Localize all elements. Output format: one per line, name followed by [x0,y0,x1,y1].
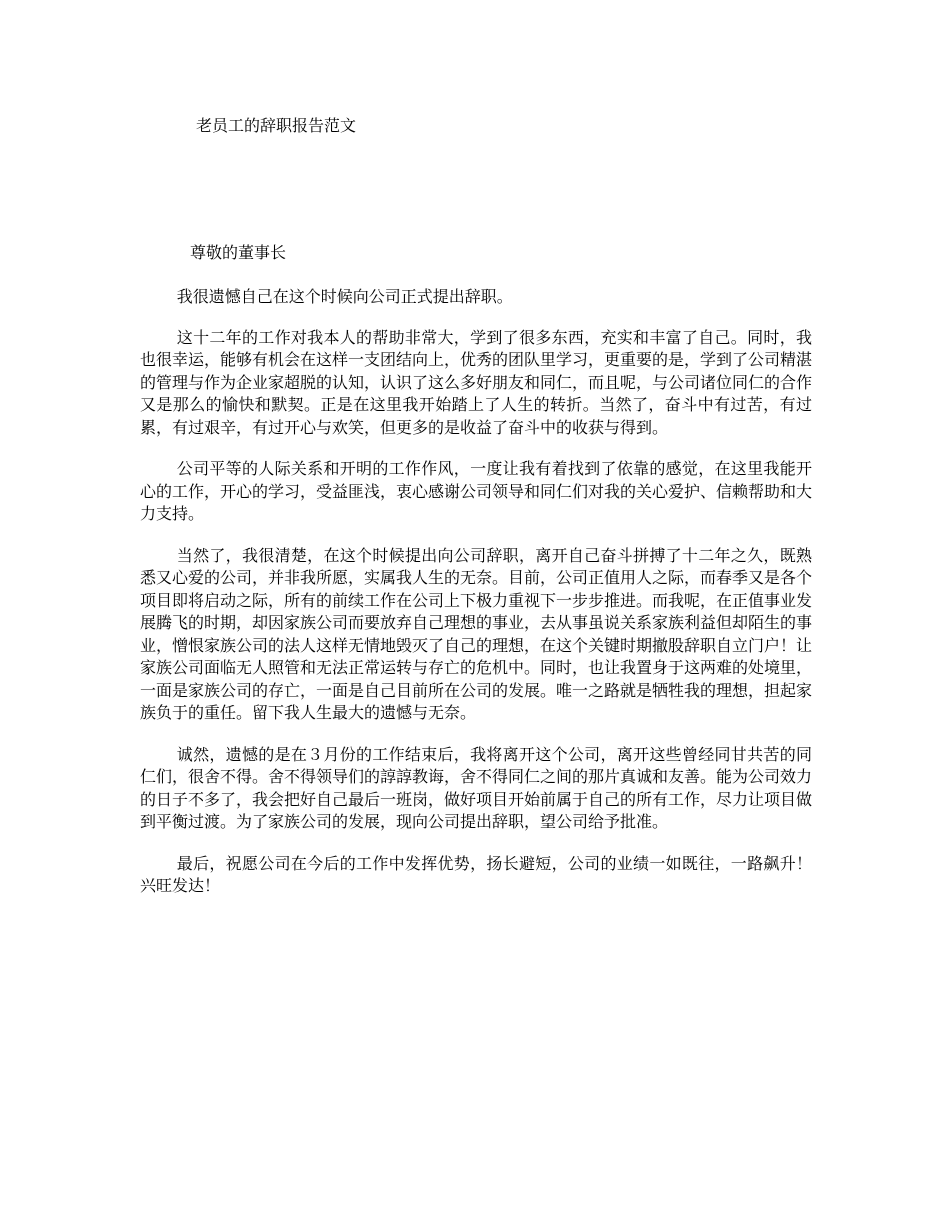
letter-body [140,286,812,917]
salutation: 尊敬的董事长 [190,243,287,262]
paragraph-reason: 当然了，我很清楚，在这个时候提出向公司辞职，离开自己奋斗拼搏了十二年之久，既熟悉又心爱的公司，并非我所愿，实属我人生的无奈。目前，公司正值用人之际，而春季又是各个项目即将启动之际，所有的前续工作在公司上下极力重视下一步步推进。而我呢，在正值事业发展腾飞的时期，却因家族公司而要放弃自己理想的事业，去从事虽说关系家族利益但却陌生的事业，憎恨家族公司的法人这样无情地毁灭了自己的理想，在这个关键时期撤股辞职自立门户！让家族公司面临无人照管和无法正常运转与存亡的危机中。同时，也让我置身于这两难的处境里，一面是家族公司的存亡，一面是自己目前所在公司的发展。唯一之路就是牺牲我的理想，担起家族负于的重任。留下我人生最大的遗憾与无奈。 [140,545,813,722]
paragraph-closing: 最后，祝愿公司在今后的工作中发挥优势，扬长避短，公司的业绩一如既往，一路飙升！兴旺发达！ [140,853,812,895]
paragraph-opening: 我很遗憾自己在这个时候向公司正式提出辞职。 [176,287,513,306]
paragraph-work-culture: 公司平等的人际关系和开明的工作作风，一度让我有着找到了依靠的感觉，在这里我能开心的工作，开心的学习，受益匪浅，衷心感谢公司领导和同仁们对我的关心爱护、信赖帮助和大力支持。 [140,459,813,523]
paragraph-gratitude: 这十二年的工作对我本人的帮助非常大，学到了很多东西，充实和丰富了自己。同时，我也很幸运，能够有机会在这样一支团结向上，优秀的团队里学习，更重要的是，学到了公司精湛的管理与作为企业家超脱的认知，认识了这么多好朋友和同仁，而且呢，与公司诸位同仁的合作又是那么的愉快和默契。正是在这里我开始踏上了人生的转折。当然了，奋斗中有过苦，有过累，有过艰辛，有过开心与欢笑，但更多的是收益了奋斗中的收获与得到。 [140,327,813,437]
document-title: 老员工的辞职报告范文 [196,116,357,135]
paragraph-farewell: 诚然，遗憾的是在３月份的工作结束后，我将离开这个公司，离开这些曾经同甘共苦的同仁们，很舍不得。舍不得领导们的諄諄教诲，舍不得同仁之间的那片真诚和友善。能为公司效力的日子不多了，我会把好自己最后一班岗，做好项目开始前属于自己的所有工作，尽力让项目做到平衡过渡。为了家族公司的发展，现向公司提出辞职，望公司给予批准。 [140,744,813,831]
